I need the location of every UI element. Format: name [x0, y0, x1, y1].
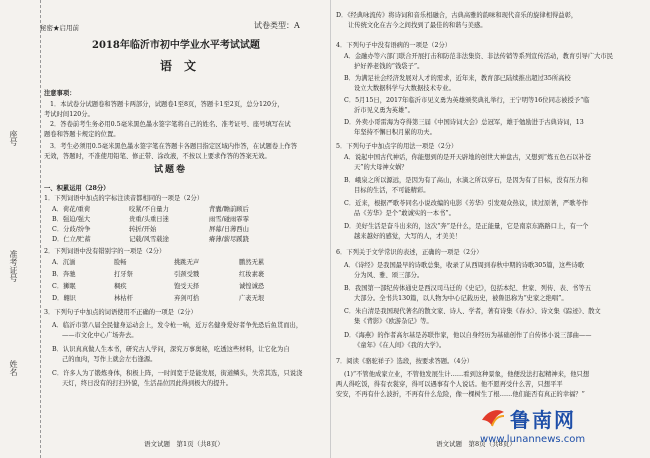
option: 护好养老钱的“钱袋子”。	[354, 63, 424, 70]
option: 集《背影》《欧游杂记》等。	[354, 318, 433, 325]
question-1: 1．下列词语中加点的字标注读音都相同的一项是（2分）	[44, 195, 204, 202]
question-6: 6．下列关于文学常识的表述，正确的一项是（2分）	[336, 249, 483, 256]
option: B．强迫/强大	[52, 216, 91, 223]
page-right	[336, 0, 636, 458]
question-3: 3．下列句子中加点的词语使用不正确的一项是（2分）	[44, 309, 197, 316]
option: B．为满足社会经济发展对人才的需求，近年来，教育部已陆续推出超过35所高校	[344, 75, 571, 82]
option: ——市文化中心广场奔去。	[62, 332, 138, 339]
option: A．荷花/重荷	[52, 206, 91, 213]
passage-line: 两人得吃饭，得有衣裳穿，得可以遇事有个人说话。他不愿再受什么苦，只想平平	[336, 381, 563, 388]
option: A．沉湎	[52, 259, 76, 266]
bird-icon	[480, 406, 506, 430]
option: 瘠薄/薪尽蹊跷	[209, 236, 249, 243]
passage-line: (1)“不管他成家立业，不管他发展生计……看到这种景象，他便没法打起精神来，他只想	[344, 371, 590, 378]
option: 己的血肉，写作上就会左右逢源。	[62, 356, 157, 363]
option: D．仁立/贮蓄	[52, 236, 91, 243]
page-footer: 语文试题 第8页（共8页）	[436, 440, 516, 448]
page-divider	[330, 0, 331, 458]
option: 设立大数据科学与大数据技术专业。	[354, 85, 455, 92]
question-4: 4．下列句子中没有语病的一项是（2分）	[336, 42, 452, 49]
option: 背囊/瞻前顾后	[209, 206, 249, 213]
option: C．朱自清是我国现代著名的散文家、诗人、学者，著有诗集《春水》、诗文集《踪迹》、散文	[344, 308, 601, 315]
page-left	[40, 0, 324, 458]
option: D．美好生活是奋斗出来的，这次“奔”是什么，是正能量，它是南京东路路口上，有一个	[344, 223, 589, 230]
watermark-url: www.lunannews.com	[480, 434, 586, 445]
option: 品《芳华》是个“敢诚实的一本书”。	[354, 210, 455, 217]
option: 引颈受戮	[174, 271, 200, 278]
option: 挑跳无声	[174, 259, 200, 266]
binding-margin	[0, 0, 41, 458]
option: 打牙祭	[114, 271, 133, 278]
option: D．《经典咏流传》将诗词和音乐相融合，古典高雅的韵味和现代音乐的旋律相得益彰，	[336, 12, 578, 19]
option: 广袤无垠	[239, 295, 265, 302]
option: C．分歧/纷争	[52, 226, 91, 233]
option: D．翱识	[52, 295, 76, 302]
notice-line: 无效，答题时，不准使用铅笔、修正带、涂改液，不按以上要求作答的答案无效。	[44, 153, 271, 160]
option: A．临沂市第八届全民健身运动会上，发令枪一响，近万名健身爱好者争先恐后鱼贯而出，	[52, 322, 303, 329]
option: C．许多人为了锻炼身体，积极上阵，一时间宽于是能发展，街道鳞头，失常其选，只说浇	[52, 370, 303, 377]
notice-line: 考试时间120分。	[44, 111, 94, 118]
option: 林枯杆	[114, 295, 133, 302]
question-5: 5．下列句子中加点字的用法一项是（2分）	[336, 143, 458, 150]
option: 《童年》《在人间》《我的大学》。	[354, 342, 446, 349]
option: C．近来，根据严歌苓同名小说改编的电影《芳华》引发观众热议，读过原著，严歌苓作	[344, 200, 589, 207]
option: 让传统文化在古今之间找到了最佳的和谐与美感。	[348, 22, 487, 29]
notice-line: 1．本试卷分试题卷和答题卡两部分，试题卷1至8页，答题卡1至2页，总分120分，	[50, 101, 284, 108]
question-2: 2．下列词语中没有错别字的一项是（2分）	[44, 248, 166, 255]
watermark-logo	[480, 404, 640, 454]
option: A．金融办等六部门联合开展打击和防范非法集资、非法传销等系列宣传活动，教育引导广大市民	[344, 53, 614, 60]
watermark-name: 鲁南网	[510, 408, 576, 432]
option: 沂市见义勇为英雄”。	[354, 107, 414, 114]
option: 年坚持不懈日积月累的功夫。	[354, 129, 436, 136]
exam-type-label: 试卷类型：A	[254, 21, 300, 30]
option: 大部分。全书共130篇，以人物为中心记载历史，被鲁迅称为“史家之绝唱”。	[354, 295, 568, 302]
option: C．5月15日，2017年临沂市见义勇为英雄颁奖典礼举行，王宁明等16位同志被授予“临	[344, 97, 590, 104]
option: D．《海燕》的作者高尔基是苏联作家，他以自身经历为基础创作了自传体小说三部曲——	[344, 332, 592, 339]
option: 天灯，终日没有的打扫外貌，生活品位因此得到极大的提升。	[62, 380, 233, 387]
option: B．我国第一部纪传体通史是西汉司马迁的《史记》，包括本纪、世家、列传、表、书等五	[344, 285, 592, 292]
option: 红妆素裹	[239, 271, 265, 278]
option: 鹏然无累	[239, 259, 265, 266]
option: B．认识真真做人生本书，研究古人学问，深究万事奥秘，吃透这些材料，让它化为自	[52, 346, 290, 353]
question-7: 7．阅读《骆驼祥子》选段，按要求答题。（4分）	[336, 358, 474, 365]
option: 目标的生活，不可能精彩。	[354, 187, 430, 194]
page-footer: 语文试题 第1页（共8页）	[144, 440, 224, 448]
option: 越来越好的感觉，大写的人，才美美！	[354, 233, 462, 240]
option: 咬紧/不自量力	[129, 206, 169, 213]
option: 贵重/头重日迷	[129, 216, 169, 223]
option: 记载/风雪载途	[129, 236, 169, 243]
part-title: 一、积累运用（28分）	[44, 185, 110, 192]
option: C．狮眠	[52, 283, 76, 290]
notice-line: 题卷和答题卡规定的位置。	[44, 131, 120, 138]
section-title: 试题卷	[154, 165, 188, 175]
option: 屏幕/日薄西山	[209, 226, 249, 233]
binding-label-ticket: 准考证号	[9, 250, 18, 282]
notice-line: 3．考生必须用0.5毫米黑色墨水签字笔在答题卡各题目指定区域内作答，在试题卷上作答	[50, 143, 298, 150]
option: A．说起中国古代神话，你能想到的是开天辟地的创世大神盘古，又想到“炼五色石以补苍	[344, 154, 592, 161]
option: 雨雪/碰雨霏霏	[209, 216, 249, 223]
option: 分为风、雅、颂三部分。	[354, 272, 424, 279]
binding-label-seat: 姓名	[9, 360, 18, 376]
option: 稠疾	[114, 283, 127, 290]
option: B．奔驰	[52, 271, 76, 278]
option: B．峨泉之所以源远，是因为有了高山，水滴之所以穿石，是因为有了目标，没有压力和	[344, 177, 588, 184]
subject-title: 语文	[160, 59, 209, 73]
notice-title: 注意事项：	[44, 90, 76, 97]
option: 脸畅	[114, 259, 127, 266]
option: A．《诗经》是我国最早的诗歌总集，收录了从西周到春秋中期的诗歌305篇，这些诗歌	[344, 262, 585, 269]
option: 弃剑可拾	[174, 295, 200, 302]
option: 诚惶诚恐	[239, 283, 265, 290]
notice-line: 2．答卷前考生务必用0.5毫米黑色墨水签字笔将自己的姓名、准考证号、座号填写在试	[50, 121, 291, 128]
secret-label: 秘密★启用前	[40, 24, 79, 32]
passage-line: 安安，不再有什么波折，不再有什么危险，像一棵树生了根……他们能否有真正的幸福？”	[336, 391, 585, 398]
binding-label-name: 座号	[9, 130, 18, 146]
option: 转折/开始	[129, 226, 157, 233]
option: 天”的大母神女娲？	[354, 164, 408, 171]
option: D．外卖小哥雷海为夺得第三届《中国诗词大会》总冠军，雄于勉励进于古典诗词，13	[344, 119, 584, 126]
option: 饱受天择	[174, 283, 200, 290]
exam-title: 2018年临沂市初中学业水平考试试题	[92, 40, 260, 51]
